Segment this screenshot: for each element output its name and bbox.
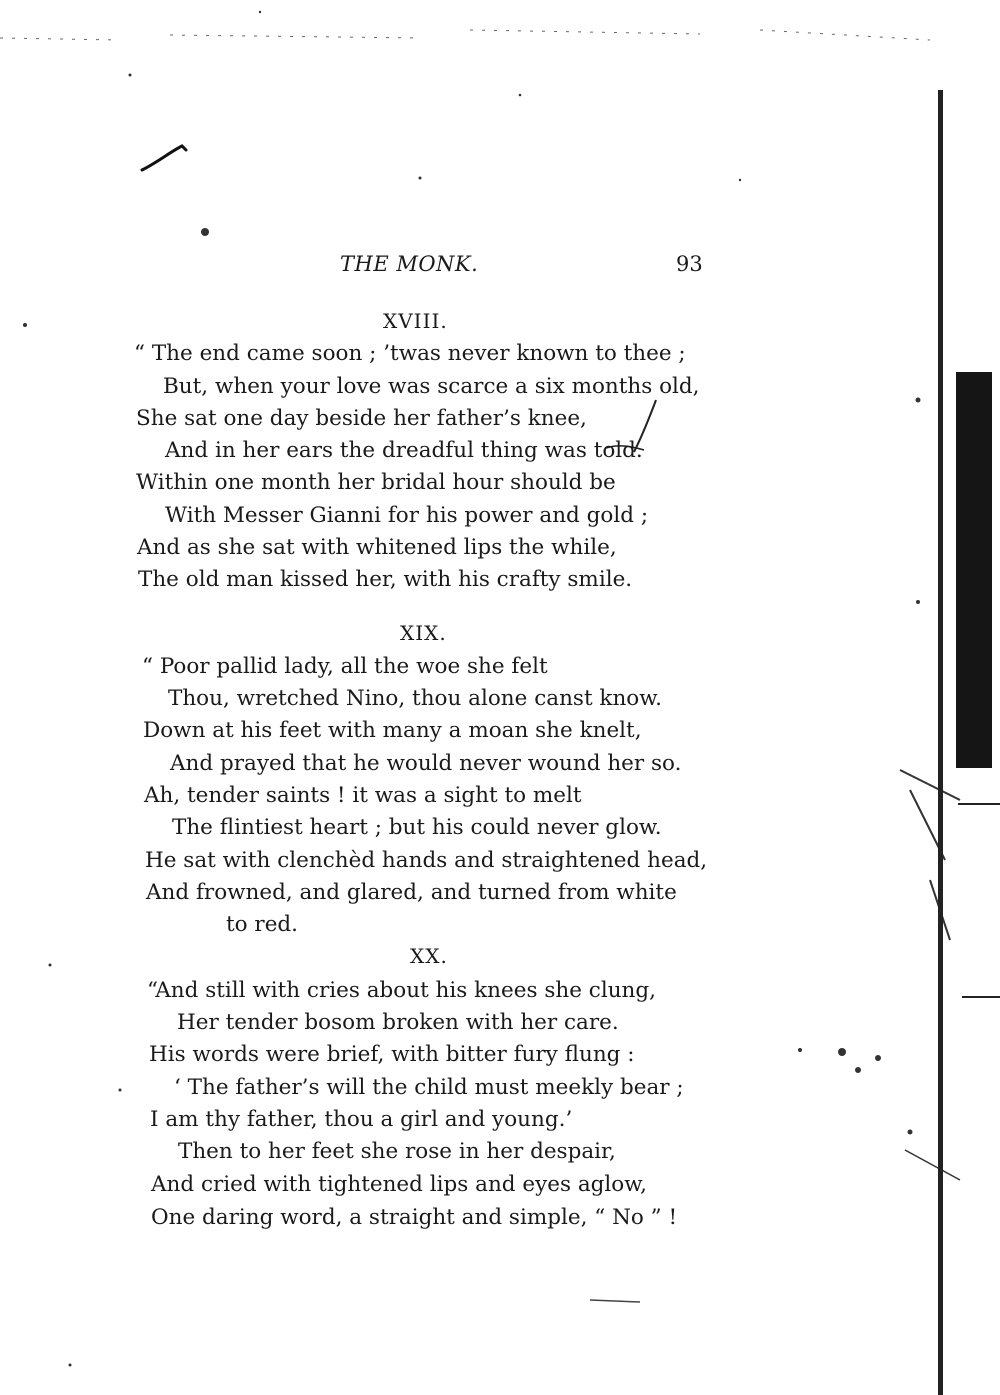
verse-line: One daring word, a straight and simple, “ No ” ! xyxy=(151,1205,678,1230)
verse-line: Then to her feet she rose in her despair, xyxy=(178,1139,616,1164)
verse-line: And frowned, and glared, and turned from white xyxy=(146,880,677,905)
verse-line: With Messer Gianni for his power and gold ; xyxy=(165,503,649,528)
verse-line: “ The end came soon ; ’twas never known to thee ; xyxy=(134,341,686,366)
verse-line: I am thy father, thou a girl and young.’ xyxy=(150,1107,573,1132)
verse-line: Within one month her bridal hour should be xyxy=(136,470,616,495)
margin-rule xyxy=(962,996,1000,998)
scan-dark-band xyxy=(956,372,992,768)
page-number: 93 xyxy=(676,252,703,276)
running-title: THE MONK. xyxy=(340,252,479,276)
verse-line: But, when your love was scarce a six months old, xyxy=(163,374,700,399)
binding-edge-rule xyxy=(938,90,943,1395)
stanza-numeral: XIX. xyxy=(400,621,447,645)
verse-line: And cried with tightened lips and eyes aglow, xyxy=(151,1172,647,1197)
verse-line: Down at his feet with many a moan she knelt, xyxy=(143,718,642,743)
verse-line-continuation: to red. xyxy=(226,912,299,937)
margin-rule xyxy=(958,803,1000,805)
stanza-numeral: XX. xyxy=(410,944,448,968)
verse-line: Ah, tender saints ! it was a sight to melt xyxy=(144,783,582,808)
pen-flourish xyxy=(140,140,190,176)
verse-line: Her tender bosom broken with her care. xyxy=(177,1010,619,1035)
verse-line: “And still with cries about his knees she clung, xyxy=(147,978,656,1003)
verse-line: Thou, wretched Nino, thou alone canst know. xyxy=(168,686,662,711)
stanza-numeral: XVIII. xyxy=(383,309,448,333)
verse-line: He sat with clenchèd hands and straightened head, xyxy=(145,848,708,873)
verse-line: “ Poor pallid lady, all the woe she felt xyxy=(142,654,548,679)
verse-line: The flintiest heart ; but his could never glow. xyxy=(172,815,662,840)
verse-line: The old man kissed her, with his crafty smile. xyxy=(138,567,633,592)
verse-line: She sat one day beside her father’s knee, xyxy=(136,406,587,431)
running-header xyxy=(0,252,1000,282)
verse-line: And prayed that he would never wound her so. xyxy=(170,751,682,776)
verse-line: And as she sat with whitened lips the while, xyxy=(137,535,617,560)
verse-line: ‘ The father’s will the child must meekly bear ; xyxy=(174,1075,684,1100)
verse-line: His words were brief, with bitter fury flung : xyxy=(149,1042,635,1067)
verse-line: And in her ears the dreadful thing was told. xyxy=(165,438,643,463)
